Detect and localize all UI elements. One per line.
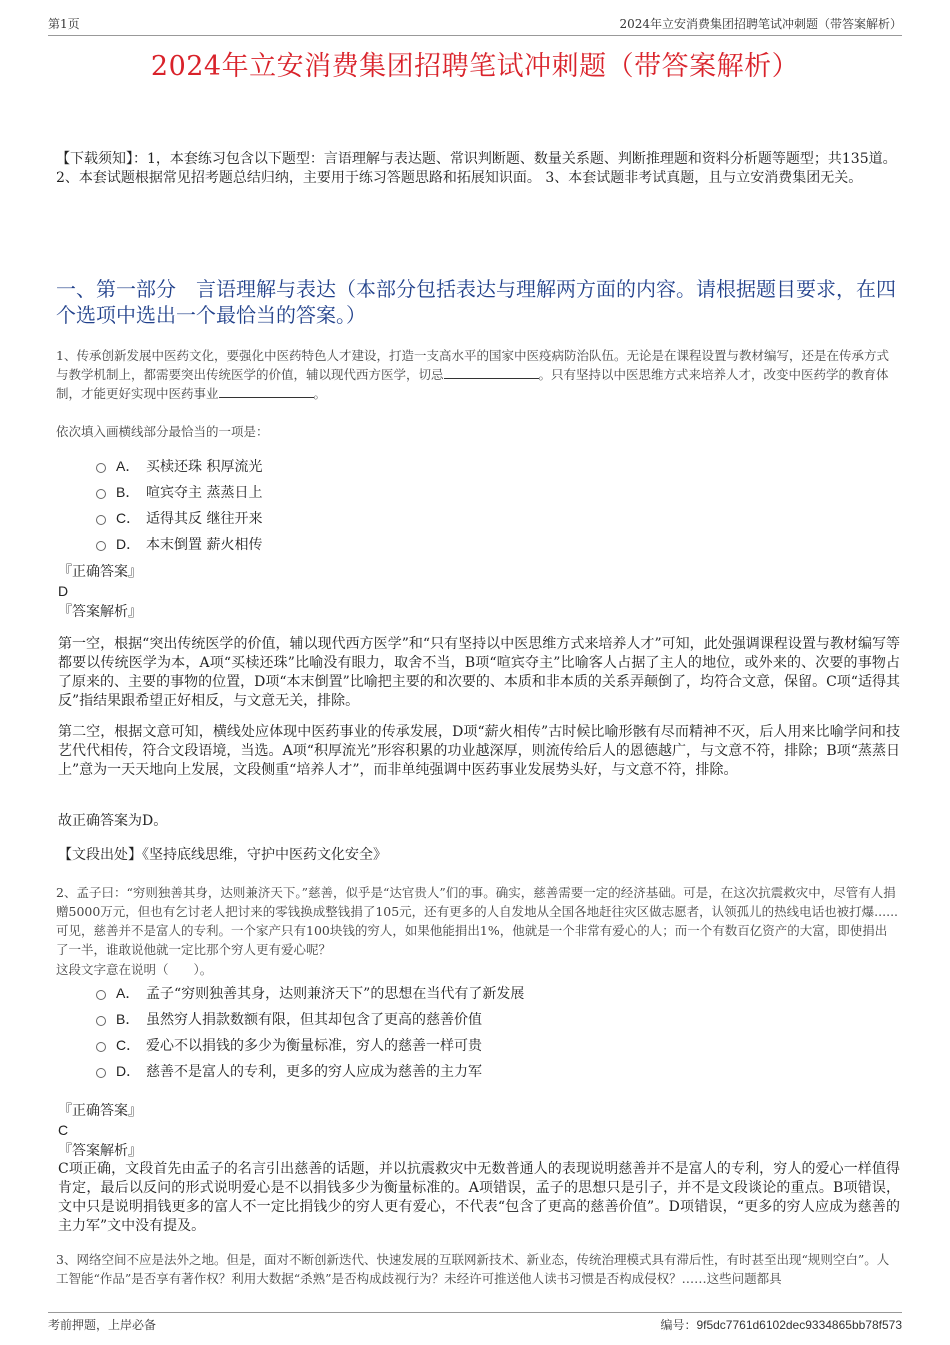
option-letter: B． [116,484,140,500]
answer-label: 『正确答案』 [58,564,142,580]
document-title: 2024年立安消费集团招聘笔试冲刺题（带答案解析） [150,51,800,82]
question-3-stem: 3、网络空间不应是法外之地。但是，面对不断创新迭代、快速发展的互联网新技术、新业态，传统治理模式具有滞后性，有时甚至出现“规则空白”。人工智能“作品”是否享有著作权？利用大数据“杀熟”是否构成歧视行为？未经许可推送他人读书习惯是否构成侵权？……这些问题都具 [56,1252,890,1286]
radio-icon[interactable] [96,990,106,1000]
question-1-stem [56,346,898,403]
analysis-label: 『答案解析』 [58,604,142,620]
header-doc-title: 2024年立安消费集团招聘笔试冲刺题（带答案解析） [619,17,902,31]
question-1-options [96,453,262,557]
q2-option-c[interactable] [96,1032,524,1058]
analysis-label: 『答案解析』 [58,1143,142,1159]
radio-icon[interactable] [96,489,106,499]
radio-icon[interactable] [96,1016,106,1026]
option-letter: D． [116,1063,141,1079]
q1-option-b[interactable] [96,479,262,505]
option-text: 本末倒置 薪火相传 [146,537,263,553]
option-letter: A． [116,985,140,1001]
question-1-answer-block [58,562,900,622]
q1-analysis-paragraph-1: 第一空，根据“突出传统医学的价值，辅以现代西方医学”和“只有坚持以中医思维方式来培养人才”可知，此处强调课程设置与教材编写等都要以传统医学为本，A项“买椟还珠”比喻没有眼力，取舍不当，B项“喧宾夺主”比喻客人占据了主人的地位，或外来的、次要的事物占了原来的、主要的事物的位置，D项“本末倒置”比喻把主要的和次要的、本质和非本质的关系弄颠倒了，均符合文意，保留。C项“适得其反”指结果跟希望正好相反，与文意无关，排除。 [58,636,900,709]
page-footer [48,1312,902,1336]
q1-source: 【文段出处】《坚持底线思维，守护中医药文化安全》 [58,847,387,863]
page-header [48,12,902,36]
option-text: 喧宾夺主 蒸蒸日上 [146,485,263,501]
question-2-answer-block [58,1101,900,1161]
radio-icon[interactable] [96,541,106,551]
question-2-prompt: 这段文字意在说明（ ）。 [56,962,213,977]
option-letter: B． [116,1011,140,1027]
footer-slogan: 考前押题，上岸必备 [48,1318,157,1332]
q2-option-a[interactable] [96,980,524,1006]
q2-option-d[interactable] [96,1058,524,1084]
option-text: 虽然穷人捐款数额有限，但其却包含了更高的慈善价值 [146,1012,482,1028]
q1-stem-part-c: 。 [313,386,327,401]
option-text: 孟子“穷则独善其身，达则兼济天下”的思想在当代有了新发展 [146,986,525,1002]
option-text: 爱心不以捐钱的多少为衡量标准，穷人的慈善一样可贵 [146,1038,482,1054]
footer-doc-id: 编号：9f5dc7761d6102dec9334865bb78f573 [660,1318,902,1332]
radio-icon[interactable] [96,463,106,473]
option-text: 慈善不是富人的专利，更多的穷人应成为慈善的主力军 [146,1064,482,1080]
option-letter: C． [116,510,141,526]
q1-analysis-paragraph-2: 第二空，根据文意可知，横线处应体现中医药事业的传承发展，D项“薪火相传”古时候比喻形骸有尽而精神不灭，后人用来比喻学问和技艺代代相传，符合文段语境，当选。A项“积厚流光”形容积累的功业越深厚，则流传给后人的恩德越广，与文意不符，排除；B项“蒸蒸日上”意为一天天地向上发展，文段侧重“培养人才”，而非单纯强调中医药事业发展势头好，与文意不符，排除。 [58,724,900,778]
question-2-options [96,980,524,1084]
option-text: 适得其反 继往开来 [146,511,263,527]
radio-icon[interactable] [96,1042,106,1052]
answer-label: 『正确答案』 [58,1103,142,1119]
q2-analysis-paragraph: C项正确，文段首先由孟子的名言引出慈善的话题，并以抗震救灾中无数普通人的表现说明慈善并不是富人的专利，穷人的爱心一样值得肯定，最后以反问的形式说明爱心是不以捐钱多少为衡量标准的。A项错误，孟子的思想只是引子，并不是文段谈论的重点。B项错误，文中只是说明捐钱更多的富人不一定比捐钱少的穷人更有爱心，不代表“包含了更高的慈善价值”。D项错误，“更多的穷人应成为慈善的主力军”文中没有提及。 [58,1161,900,1234]
option-letter: C． [116,1037,141,1053]
radio-icon[interactable] [96,515,106,525]
answer-value: C [58,1122,69,1138]
q1-option-d[interactable] [96,531,262,557]
download-notice: 【下载须知】：1，本套练习包含以下题型：言语理解与表达题、常识判断题、数量关系题、判断推理题和资料分析题等题型；共135道。 2、本套试题根据常见招考题总结归纳，主要用于练习答题思路和拓展知识面。 3、本套试题非考试真题，且与立安消费集团无关。 [56,151,897,186]
answer-value: D [58,583,69,599]
q1-blank-1 [444,366,539,379]
q1-stem-part-a: 1、传承创新发展中医药文化，要强化中医药特色人才建设，打造一支高水平的国家中医疫病防治队伍。无论是在课程设置与教材编写，还是在传承方式与教学机制上，都需要突出传统医学的价值，辅以现代西方医学，切忌 [56,348,889,382]
q1-stem-part-b: 。只有坚持以中医思维方式来培养人才，改变中医药学的教育体制，才能更好实现中医药事业 [56,367,889,401]
radio-icon[interactable] [96,1068,106,1078]
option-letter: D． [116,536,141,552]
q1-option-c[interactable] [96,505,262,531]
question-2-stem: 2、孟子曰：“穷则独善其身，达则兼济天下。”慈善，似乎是“达官贵人”们的事。确实，慈善需要一定的经济基础。可是，在这次抗震救灾中，尽管有人捐赠5000万元，但也有乞讨老人把讨来的零钱换成整钱捐了105元，还有更多的人自发地从全国各地赶往灾区做志愿者，认领孤儿的热线电话也被打爆......可见，慈善并不是富人的专利。一个家产只有100块钱的穷人，如果他能捐出1%，他就是一个非常有爱心的人；而一个有数百亿资产的大富，即使捐出了一半，谁敢说他就一定比那个穷人更有爱心呢？ [56,885,899,957]
q2-option-b[interactable] [96,1006,524,1032]
section-heading: 一、第一部分 言语理解与表达（本部分包括表达与理解两方面的内容。请根据题目要求，在四个选项中选出一个最恰当的答案。） [56,277,896,327]
page-number: 第1页 [48,17,80,31]
question-1-prompt: 依次填入画横线部分最恰当的一项是： [56,424,269,439]
option-text: 买椟还珠 积厚流光 [146,459,263,475]
q1-option-a[interactable] [96,453,262,479]
option-letter: A． [116,458,140,474]
q1-conclusion: 故正确答案为D。 [58,813,168,829]
q1-blank-2 [219,385,314,398]
